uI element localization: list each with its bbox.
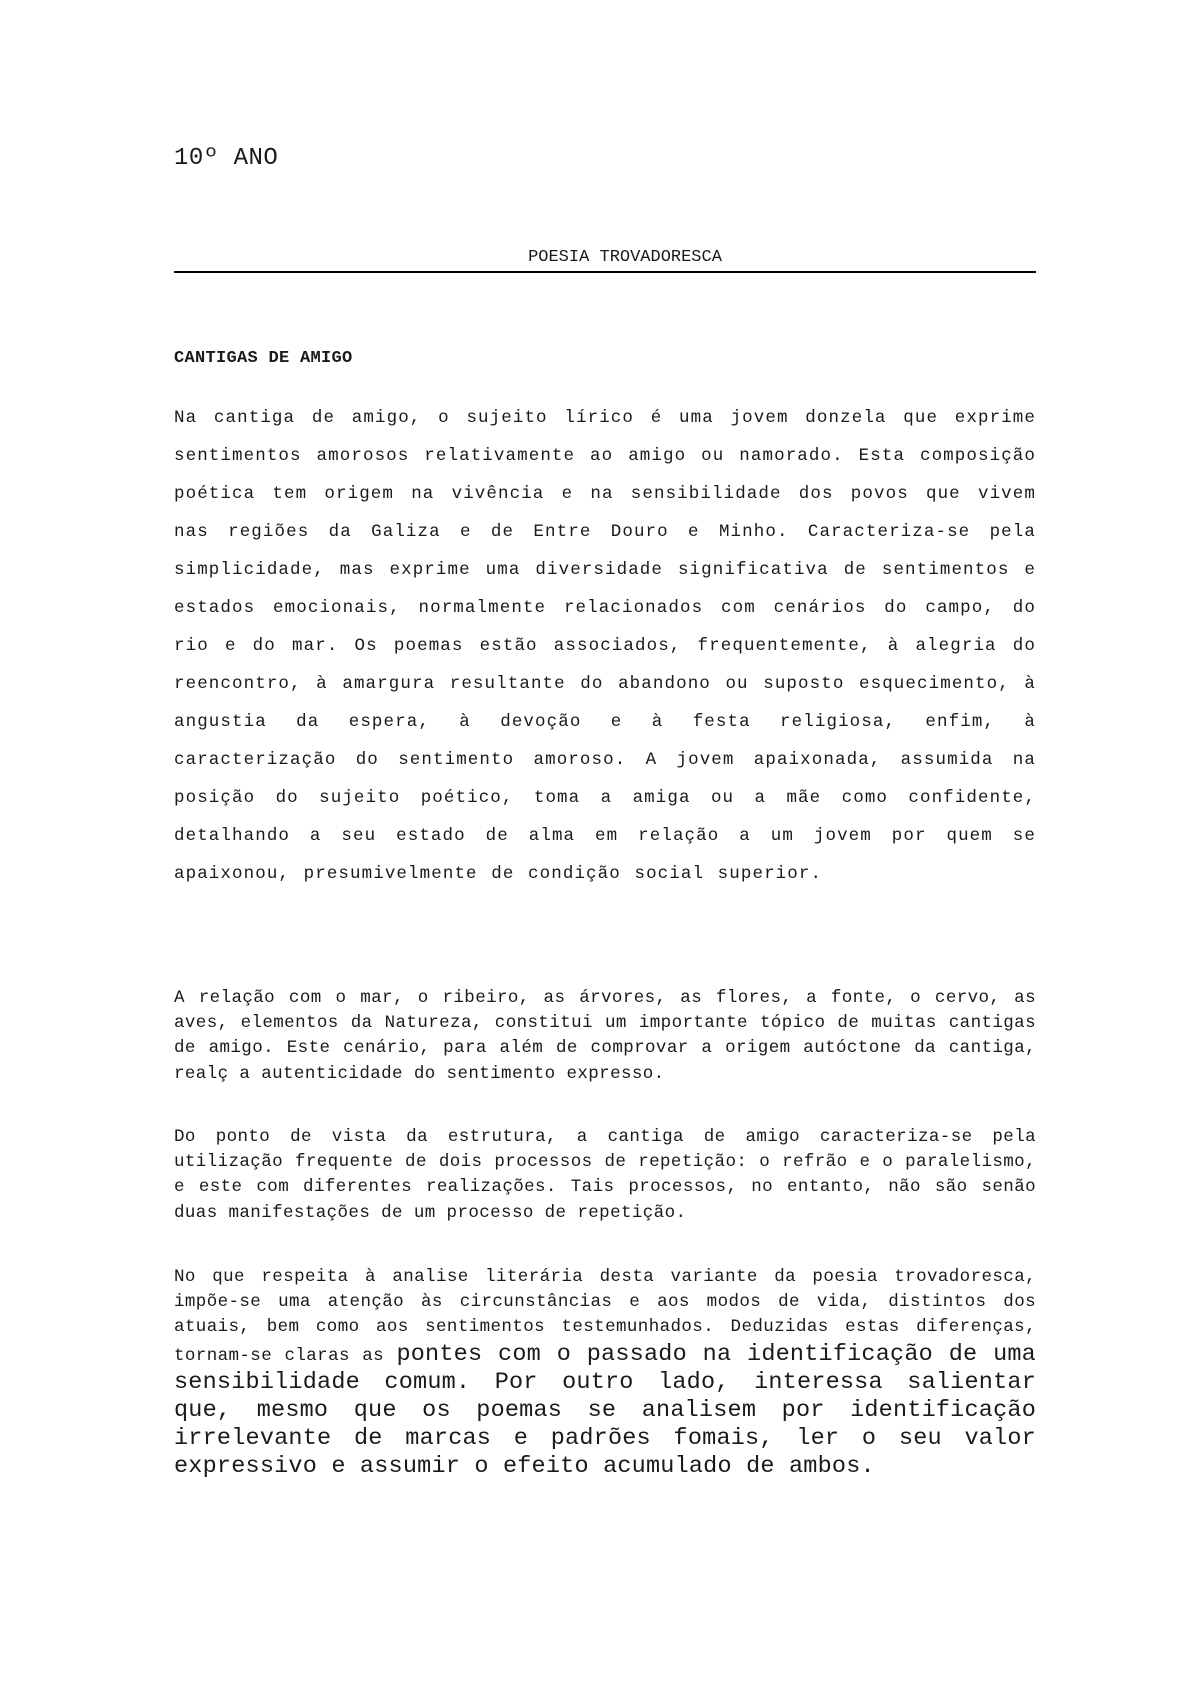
paragraph-analysis: [174, 1265, 1036, 1482]
paragraph-analysis-head: No que respeita à analise literária desta variante da poesia trovadoresca, impõe-se uma atenção às circunstâncias e aos modos de vida, distintos dos atuais, bem como aos sentimentos testemunhados. Deduzidas estas diferenças, tornam-se claras as: [174, 1267, 1036, 1366]
section-heading: CANTIGAS DE AMIGO: [174, 349, 353, 368]
grade-label: 10º ANO: [174, 145, 279, 172]
paragraph-intro: Na cantiga de amigo, o sujeito lírico é uma jovem donzela que exprime sentimentos amorosos relativamente ao amigo ou namorado. Esta composição poética tem origem na vivência e na sensibilidade dos povos que vivem nas regiões da Galiza e de Entre Douro e Minho. Caracteriza-se pela simplicidade, mas exprime uma diversidade significativa de sentimentos e estados emocionais, normalmente relacionados com cenários do campo, do rio e do mar. Os poemas estão associados, frequentemente, à alegria do reencontro, à amargura resultante do abandono ou suposto esquecimento, à angustia da espera, à devoção e à festa religiosa, enfim, à caracterização do sentimento amoroso. A jovem apaixonada, assumida na posição do sujeito poético, toma a amiga ou a mãe como confidente, detalhando a seu estado de alma em relação a um jovem por quem se apaixonou, presumivelmente de condição social superior.: [174, 408, 1036, 884]
paragraph-nature: A relação com o mar, o ribeiro, as árvores, as flores, a fonte, o cervo, as aves, elementos da Natureza, constitui um importante tópico de muitas cantigas de amigo. Este cenário, para além de comprovar a origem autóctone da cantiga, realç a autenticidade do sentimento expresso.: [174, 988, 1036, 1084]
document-title: POESIA TROVADORESCA: [528, 248, 722, 267]
title-underline: [174, 271, 1036, 273]
paragraph-analysis-tail: pontes com o passado na identificação de uma sensibilidade comum. Por outro lado, interessa salientar que, mesmo que os poemas se analisem por identificação irrelevante de marcas e padrões fomais, ler o seu valor expressivo e assumir o efeito acumulado de ambos.: [174, 1340, 1036, 1481]
paragraph-structure: Do ponto de vista da estrutura, a cantiga de amigo caracteriza-se pela utilização frequente de dois processos de repetição: o refrão e o paralelismo, e este com diferentes realizações. Tais processos, no entanto, não são senão duas manifestações de um processo de repetição.: [174, 1127, 1036, 1223]
